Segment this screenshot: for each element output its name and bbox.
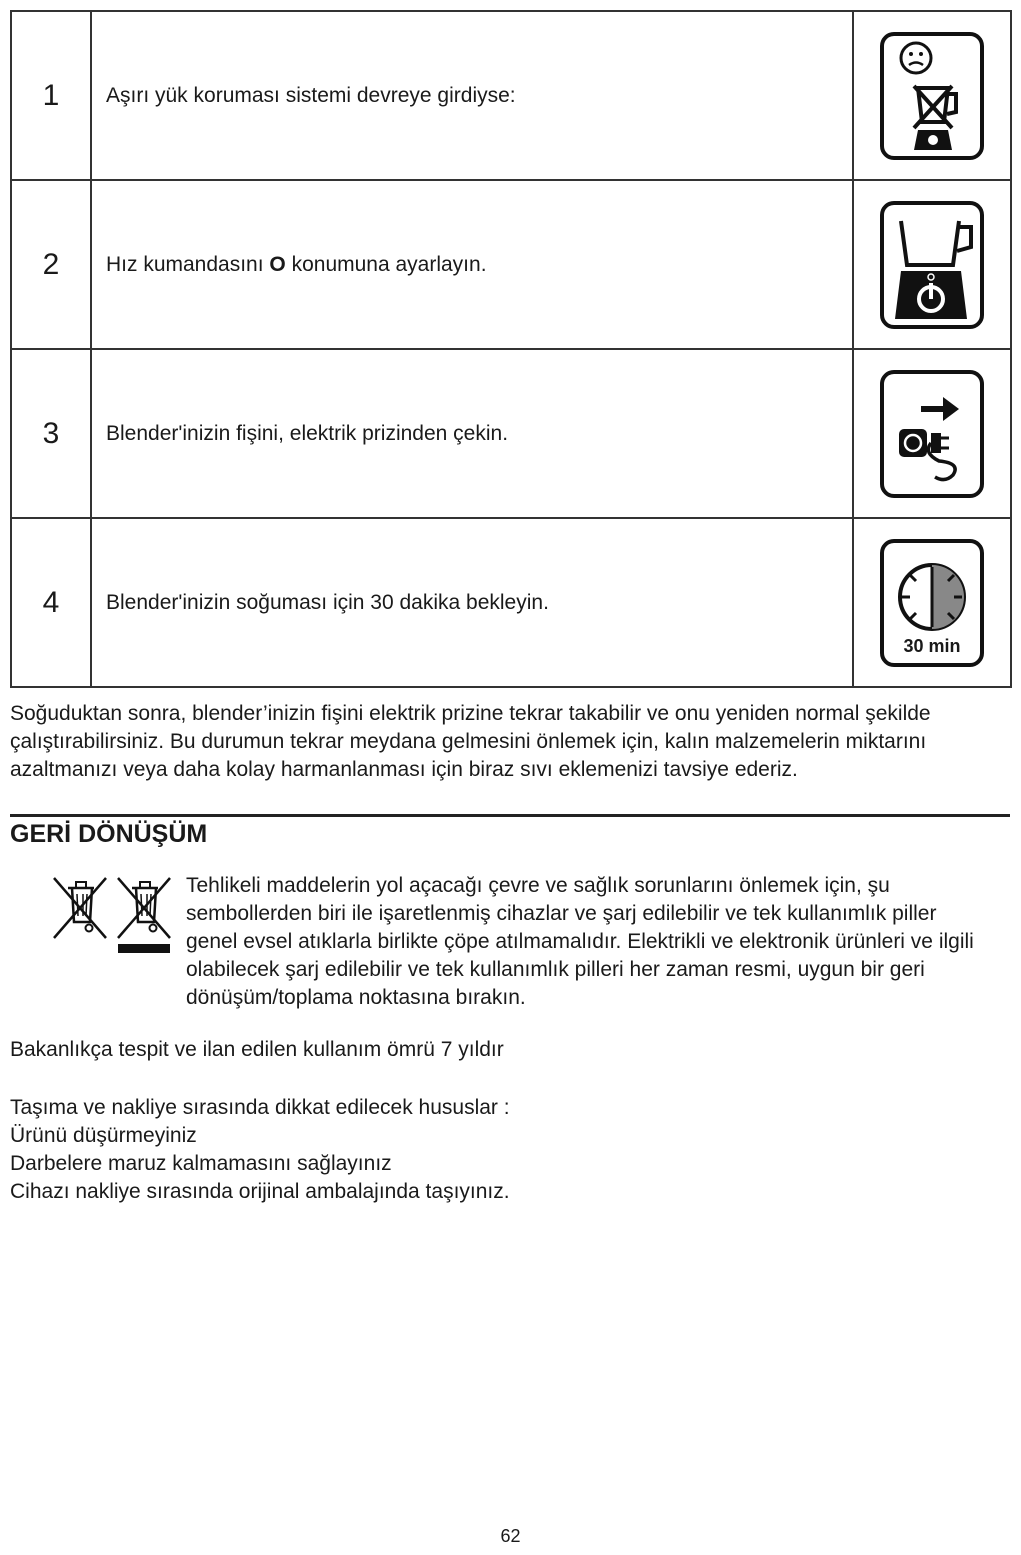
lifetime-text: Bakanlıkça tespit ve ilan edilen kullanım ömrü 7 yıldır xyxy=(10,1038,504,1061)
unplug-icon xyxy=(880,370,984,498)
blender-off-icon xyxy=(880,201,984,329)
step-row xyxy=(11,518,1011,687)
step-text: Aşırı yük koruması sistemi devreye girdiyse: xyxy=(91,11,853,180)
steps-table xyxy=(10,10,1012,688)
step-number: 2 xyxy=(11,180,91,349)
paragraph-line: dönüşüm/toplama noktasına bırakın. xyxy=(186,986,526,1009)
after-cooling-paragraph xyxy=(10,700,1000,784)
section-divider xyxy=(10,814,1010,817)
step-text: Blender'inizin soğuması için 30 dakika bekleyin. xyxy=(91,518,853,687)
paragraph-line: Soğuduktan sonra, blender’inizin fişini elektrik prizine tekrar takabilir ve onu yeniden normal şekilde xyxy=(10,702,931,725)
transport-line: Darbelere maruz kalmamasını sağlayınız xyxy=(10,1152,392,1175)
step-text: Hız kumandasını O konumuna ayarlayın. xyxy=(91,180,853,349)
transport-notes xyxy=(10,1094,510,1206)
section-title: GERİ DÖNÜŞÜM xyxy=(10,820,208,848)
step-row xyxy=(11,180,1011,349)
paragraph-line: sembollerden biri ile işaretlenmiş cihazlar ve şarj edilebilir ve tek kullanımlık piller xyxy=(186,902,937,925)
transport-line: Ürünü düşürmeyiniz xyxy=(10,1124,197,1147)
paragraph-line: çalıştırabilirsiniz. Bu durumun tekrar meydana gelmesini önlemek için, kalın malzemelerin miktarını xyxy=(10,730,927,753)
crossed-bin-icon xyxy=(54,878,106,938)
paragraph-line: Tehlikeli maddelerin yol açacağı çevre ve sağlık sorunlarını önlemek için, şu xyxy=(186,874,890,897)
overloaded-blender-icon xyxy=(880,32,984,160)
step-number: 3 xyxy=(11,349,91,518)
paragraph-line: azaltmanızı veya daha kolay harmanlanması için biraz sıvı eklemenizi tavsiye ederiz. xyxy=(10,758,798,781)
step-row xyxy=(11,349,1011,518)
transport-line: Cihazı nakliye sırasında orijinal ambalajında taşıyınız. xyxy=(10,1180,510,1203)
recycling-paragraph xyxy=(186,872,1006,1012)
timer-caption: 30 min xyxy=(903,635,961,656)
step-number: 1 xyxy=(11,11,91,180)
crossed-bin-with-bar-icon xyxy=(118,878,170,953)
step-text: Blender'inizin fişini, elektrik prizinden çekin. xyxy=(91,349,853,518)
weee-bin-icons xyxy=(50,872,175,956)
paragraph-line: olabilecek şarj edilebilir ve tek kullanımlık pilleri her zaman resmi, uygun bir geri xyxy=(186,958,925,981)
transport-line: Taşıma ve nakliye sırasında dikkat edilecek hususlar : xyxy=(10,1096,510,1119)
timer-icon xyxy=(880,539,984,667)
step-number: 4 xyxy=(11,518,91,687)
paragraph-line: genel evsel atıklarla birlikte çöpe atılmamalıdır. Elektrikli ve elektronik ürünleri ve ilgili xyxy=(186,930,974,953)
step-row xyxy=(11,11,1011,180)
page-number: 62 xyxy=(500,1526,521,1546)
